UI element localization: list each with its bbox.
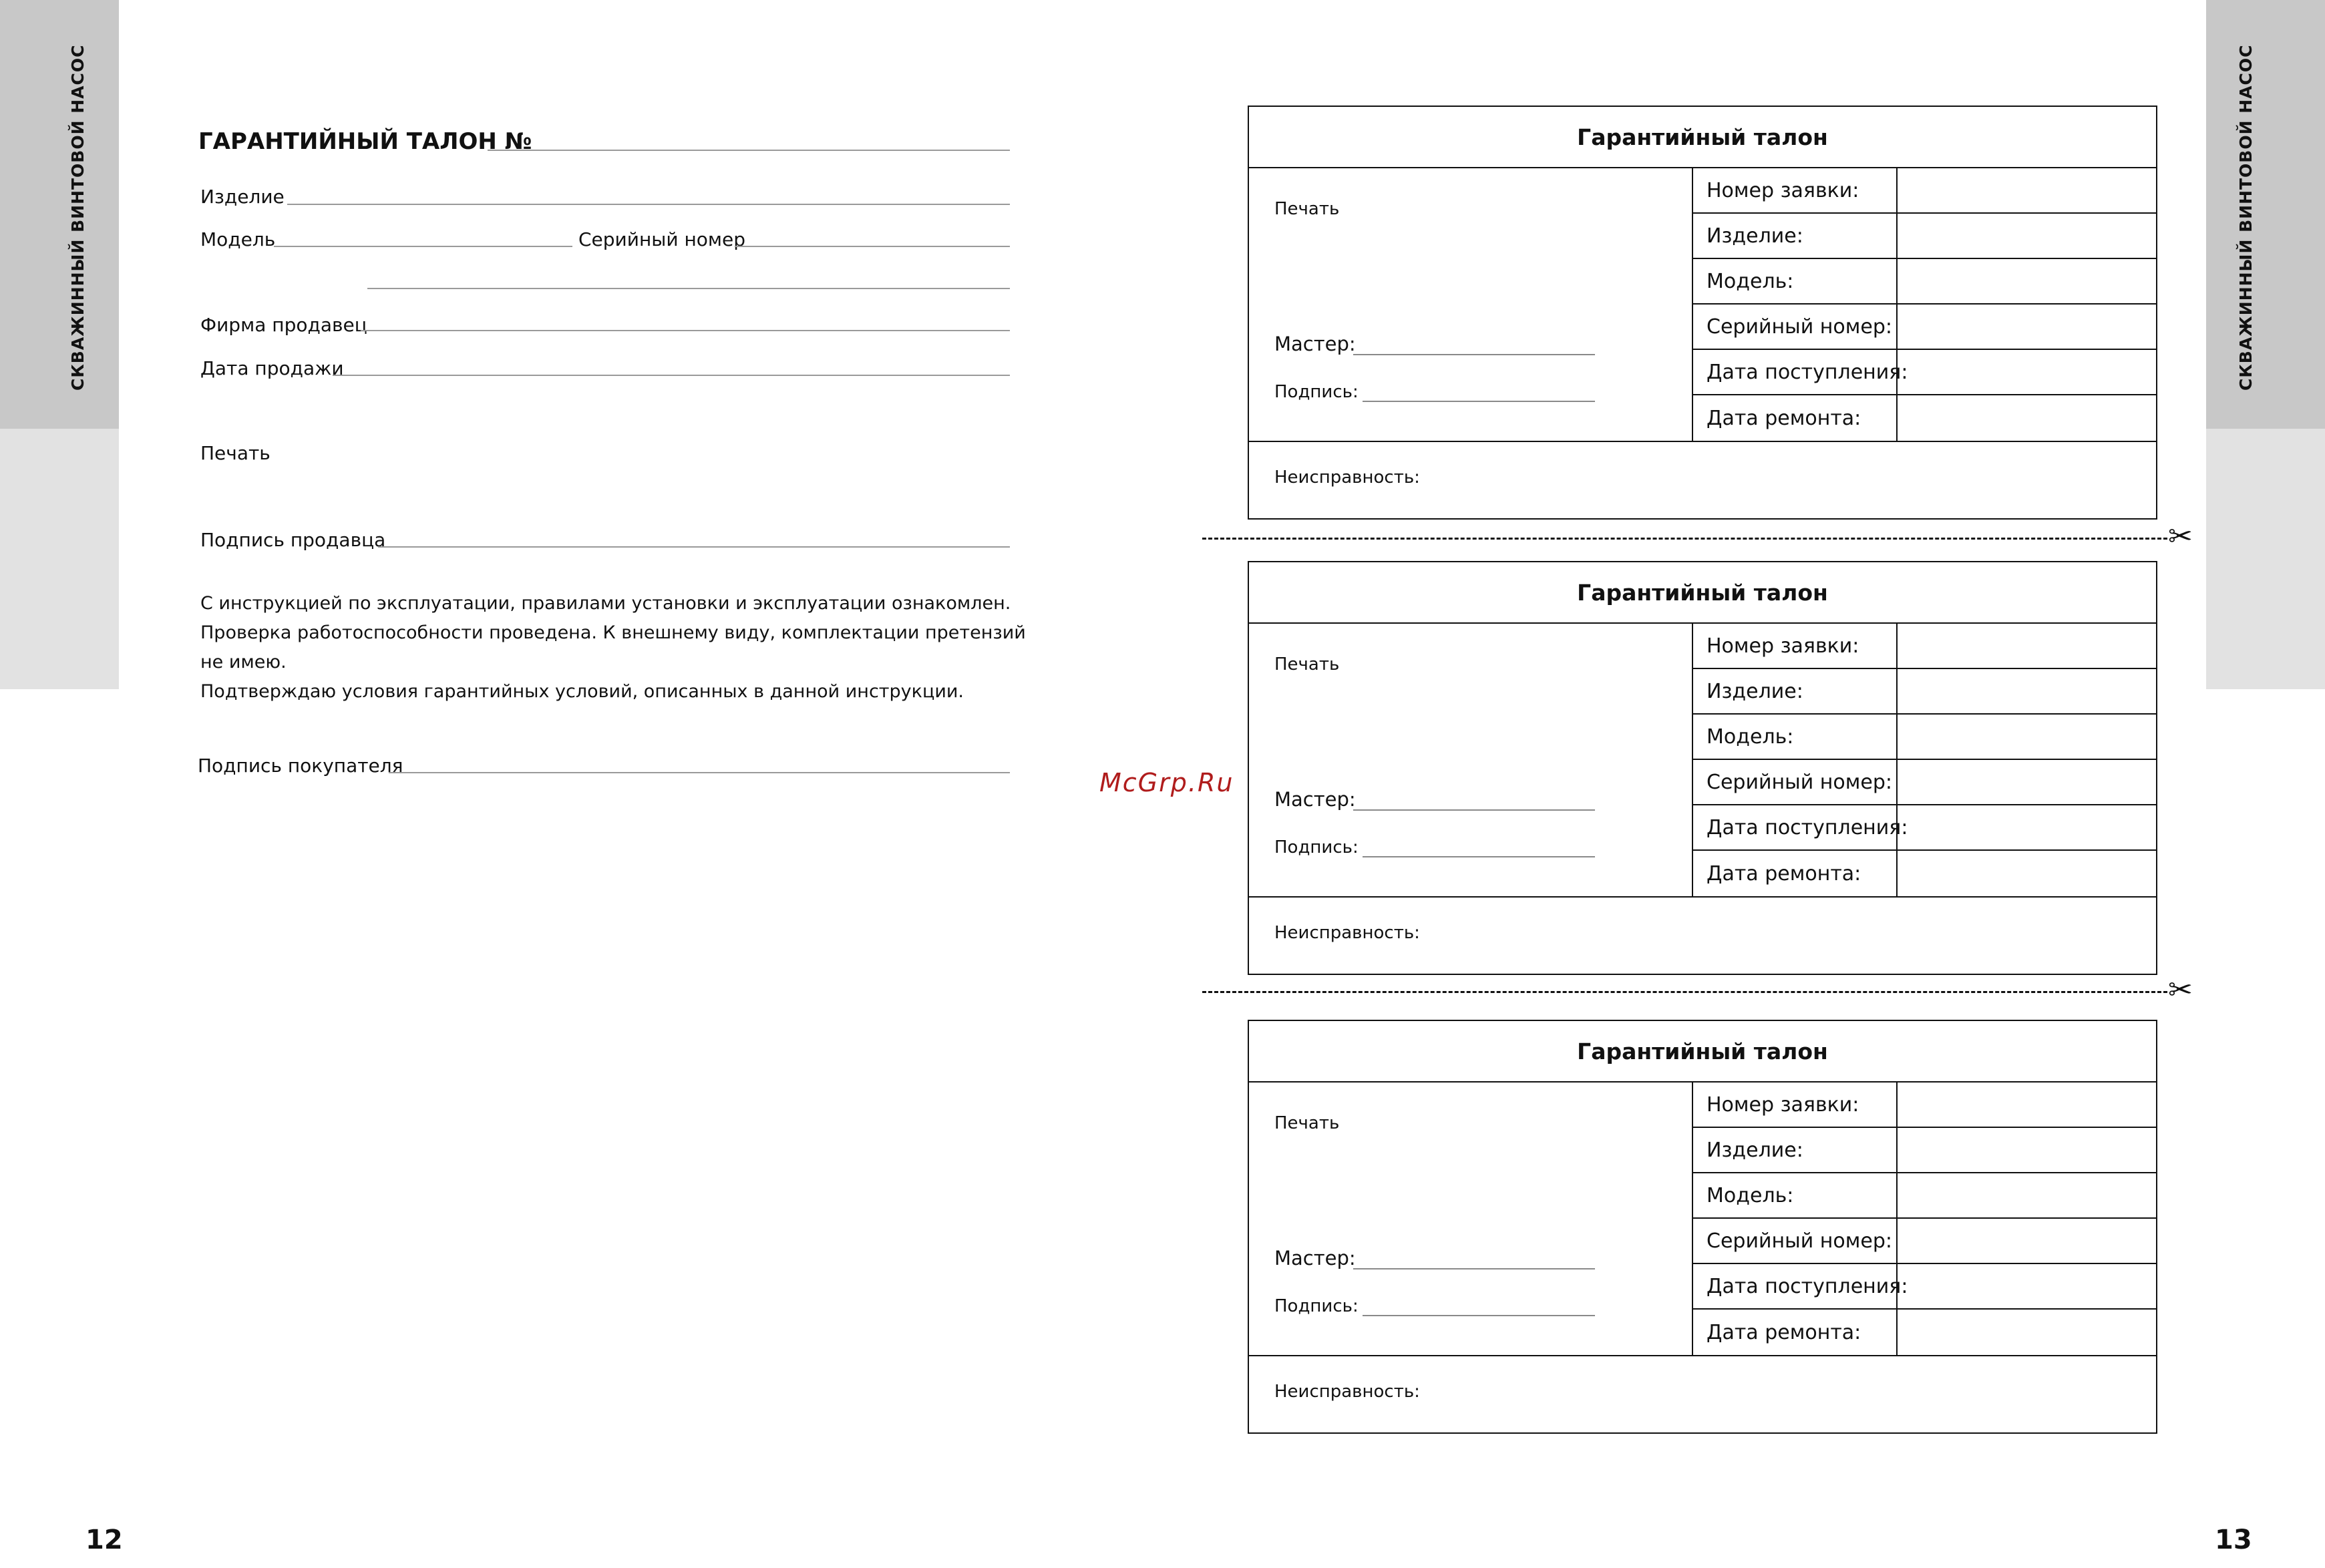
card-master-line [1353,1268,1595,1269]
seller-signature-line [378,546,1010,548]
card-field-row [1693,214,2157,259]
buyer-signature-line [389,772,1010,773]
card-fault-area [1249,896,2156,973]
product-line [287,204,1010,205]
card-field-row [1693,760,2157,805]
card-field-label: Номер заявки: [1693,168,1898,212]
cut-line [1202,538,2167,540]
card-field-row [1693,305,2157,350]
warranty-card [1248,106,2157,520]
card-field-label: Модель: [1693,1173,1898,1217]
card-field-row [1693,350,2157,395]
card-field-label: Дата ремонта: [1693,395,1898,441]
agreement-line-3: не имею. [200,652,287,672]
buyer-signature-label: Подпись покупателя [198,755,403,777]
card-title: Гарантийный талон [1249,562,2156,624]
scissors-icon: ✂ [2168,520,2193,554]
agreement-line-1: С инструкцией по эксплуатации, правилами установки и эксплуатации ознакомлен. [200,593,1011,614]
left-side-tab-light [0,429,119,689]
card-stamp-label: Печать [1274,654,1340,674]
warranty-title: ГАРАНТИЙНЫЙ ТАЛОН № [198,128,532,155]
card-fields-grid [1692,168,2157,441]
card-stamp-label: Печать [1274,199,1340,219]
card-signature-label: Подпись: [1274,1296,1359,1316]
card-field-row [1693,851,2157,896]
card-fields-grid [1692,624,2157,896]
card-fault-label: Неисправность: [1274,923,1420,943]
card-field-label: Изделие: [1693,1128,1898,1172]
card-field-row [1693,624,2157,669]
card-signature-label: Подпись: [1274,382,1359,402]
left-side-tab [0,0,119,429]
watermark: McGrp.Ru [1099,768,1234,797]
right-side-tab-label: СКВАЖИННЫЙ ВИНТОВОЙ НАСОС [2236,44,2256,391]
card-stamp-label: Печать [1274,1113,1340,1133]
card-signature-line [1363,401,1595,402]
card-field-label: Дата ремонта: [1693,1310,1898,1355]
left-side-tab-label: СКВАЖИННЫЙ ВИНТОВОЙ НАСОС [68,44,87,391]
stamp-label: Печать [200,442,271,464]
right-side-tab-light [2206,429,2325,689]
card-master-label: Мастер: [1274,1247,1356,1269]
card-title: Гарантийный талон [1249,1021,2156,1083]
card-field-row [1693,1219,2157,1264]
card-title: Гарантийный талон [1249,107,2156,168]
card-fault-label: Неисправность: [1274,1382,1420,1402]
sale-date-line [333,375,1010,376]
card-field-row [1693,259,2157,305]
page-number-right: 13 [2215,1525,2252,1555]
card-field-row [1693,1173,2157,1219]
model-line [274,246,572,247]
warranty-number-line [488,150,1010,151]
card-field-row [1693,395,2157,441]
card-master-line [1353,354,1595,355]
card-fault-label: Неисправность: [1274,467,1420,487]
card-fault-area [1249,441,2156,518]
scissors-icon: ✂ [2168,973,2193,1007]
card-field-label: Дата поступления: [1693,1264,1898,1308]
card-field-row [1693,715,2157,760]
card-field-row [1693,1128,2157,1173]
page-number-left: 12 [85,1525,123,1555]
serial-label: Серийный номер [578,228,746,250]
card-signature-line [1363,856,1595,857]
card-field-row [1693,168,2157,214]
card-fields-grid [1692,1083,2157,1355]
card-field-row [1693,1310,2157,1355]
seller-signature-label: Подпись продавца [200,529,386,551]
card-master-label: Мастер: [1274,788,1356,811]
card-field-label: Серийный номер: [1693,1219,1898,1263]
card-field-label: Номер заявки: [1693,1083,1898,1127]
extra-line [367,288,1010,289]
card-field-row [1693,669,2157,715]
card-master-label: Мастер: [1274,333,1356,355]
sale-date-label: Дата продажи [200,357,344,379]
warranty-card [1248,1020,2157,1434]
card-field-label: Номер заявки: [1693,624,1898,668]
card-fault-area [1249,1355,2156,1432]
card-field-label: Серийный номер: [1693,305,1898,349]
card-field-label: Изделие: [1693,669,1898,713]
card-field-label: Дата поступления: [1693,805,1898,849]
cut-line [1202,991,2167,993]
card-field-row [1693,1083,2157,1128]
product-label: Изделие [200,186,285,208]
card-field-label: Дата ремонта: [1693,851,1898,896]
warranty-card [1248,561,2157,975]
card-field-label: Изделие: [1693,214,1898,258]
card-field-label: Серийный номер: [1693,760,1898,804]
seller-company-label: Фирма продавец [200,314,367,336]
card-field-label: Дата поступления: [1693,350,1898,394]
card-signature-label: Подпись: [1274,837,1359,857]
card-field-row [1693,805,2157,851]
card-signature-line [1363,1315,1595,1316]
card-field-label: Модель: [1693,715,1898,759]
card-field-row [1693,1264,2157,1310]
right-side-tab [2206,0,2325,429]
serial-line [735,246,1010,247]
agreement-line-4: Подтверждаю условия гарантийных условий, описанных в данной инструкции. [200,681,964,702]
agreement-line-2: Проверка работоспособности проведена. К внешнему виду, комплектации претензий [200,622,1026,643]
seller-company-line [361,330,1010,331]
model-label: Модель [200,228,276,250]
card-master-line [1353,809,1595,811]
card-field-label: Модель: [1693,259,1898,303]
